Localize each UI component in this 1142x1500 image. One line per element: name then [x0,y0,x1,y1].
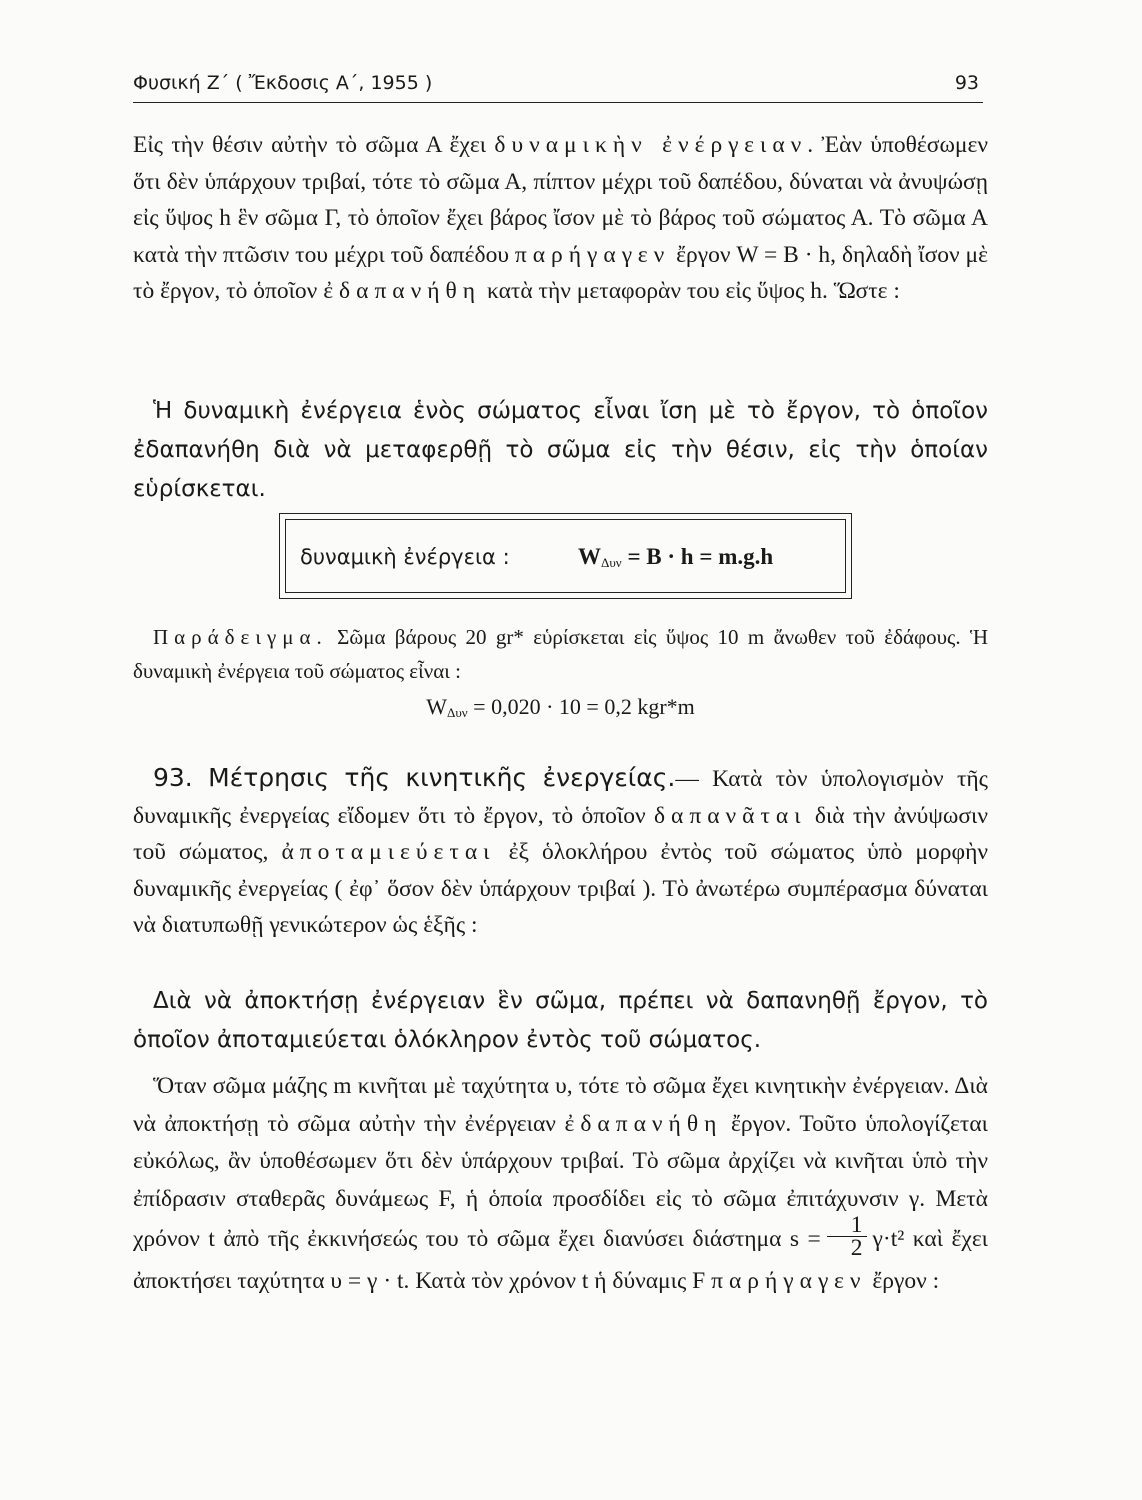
formula-box [279,513,852,599]
definition-statement: Ἡ δυναμικὴ ἐνέργεια ἑνὸς σώματος εἶναι ἴση μὲ τὸ ἔργον, τὸ ὁποῖον ἐδαπανήθη διὰ νὰ μεταφερθῇ τὸ σῶμα εἰς τὴν θέσιν, εἰς τὴν ὁποίαν εὑρίσκεται. [133,398,988,502]
spaced-emphasis: παρήγαγεν [514,241,671,268]
spaced-emphasis: ἀποταμιεύεται [281,839,496,865]
spaced-emphasis: ἐδαπανήθη [564,1110,723,1137]
example-label: Παράδειγμα. [153,625,328,649]
principle-statement: Διὰ νὰ ἀποκτήσῃ ἐνέργειαν ἓν σῶμα, πρέπει νὰ δαπανηθῇ ἔργον, τὸ ὁποῖον ἀποταμιεύεται ὁλόκληρον ἐντὸς τοῦ σώματος. [133,988,988,1053]
spaced-emphasis: δυναμικὴν ἐνέργειαν [494,132,808,158]
spaced-emphasis: δαπανᾶται [653,802,807,829]
example-paragraph: Παράδειγμα. Σῶμα βάρους 20 gr* εὑρίσκεται εἰς ὕψος 10 m ἄνωθεν τοῦ ἐδάφους. Ἡ δυναμικὴ ἐνέργεια τοῦ σώματος εἶναι : [133,625,988,683]
kinetic-paragraph: Ὅταν σῶμα μάζης m κινῆται μὲ ταχύτητα υ, τότε τὸ σῶμα ἔχει κινητικὴν ἐνέργειαν. Διὰ νὰ ἀποκτήσῃ τὸ σῶμα αὐτὴν τὴν ἐνέργειαν ἐδαπανήθη ἔργον. Τοῦτο ὑπολογίζεται εὐκόλως, ἂν ὑποθέσωμεν ὅτι δὲν ὑπάρχουν τριβαί. Τὸ σῶμα ἀρχίζει νὰ κινῆται ὑπὸ τὴν ἐπίδρασιν σταθερᾶς δυνάμεως F, ἡ ὁποία προσδίδει εἰς τὸ σῶμα ἐπιτάχυνσιν γ. Μετὰ χρόνον t ἀπὸ τῆς ἐκκινήσεώς του τὸ σῶμα ἔχει διανύσει διάστημα s = $\frac{1}{2}$ γ·t² καὶ ἔχει ἀποκτήσει ταχύτητα υ = γ · t. Κατὰ τὸν χρόνον t ἡ δύναμις F παρήγαγεν ἔργον : [133,1073,989,1294]
example-equation: $W_{\Delta\upsilon\nu} = 0,020 \cdot 10 = 0,2$ kgr*m [426,694,695,720]
spaced-emphasis: παρήγαγεν [711,1268,867,1294]
section-heading: 93. Μέτρησις τῆς κινητικῆς ἐνεργείας. [153,763,676,792]
section-93-paragraph: 93. Μέτρησις τῆς κινητικῆς ἐνεργείας.— Κατὰ τὸν ὑπολογισμὸν τῆς δυναμικῆς ἐνεργείας εἴδομεν ὅτι τὸ ἔργον, τὸ ὁποῖον δαπανᾶται διὰ τὴν ἀνύψωσιν τοῦ σώματος, ἀποταμιεύεται ἐξ ὁλοκλήρου ἐντὸς τοῦ σώματος ὑπὸ μορφὴν δυναμικῆς ἐνεργείας ( ἐφ᾿ ὅσον δὲν ὑπάρχουν τριβαί ). Τὸ ἀνωτέρω συμπέρασμα δύναται νὰ διατυπωθῇ γενικώτερον ὡς ἑξῆς : [133,763,988,938]
page-number: 93 [954,72,979,94]
fraction-one-half: $\frac{1}{2}$ [827,1214,867,1259]
formula-box-inner [285,519,846,593]
formula: $W_{\Delta\upsilon\nu} = B \cdot h = m.g.h$ [578,544,774,570]
page-header [133,70,983,103]
running-title: Φυσική Ζ΄ ( Ἔκδοσις Α΄, 1955 ) [133,72,433,94]
intro-paragraph: Εἰς τὴν θέσιν αὐτὴν τὸ σῶμα Α ἔχει δυναμικὴν ἐνέργειαν. Ἐὰν ὑποθέσωμεν ὅτι δὲν ὑπάρχουν τριβαί, τότε τὸ σῶμα Α, πίπτον μέχρι τοῦ δαπέδου, δύναται νὰ ἀνυψώσῃ εἰς ὕψος h ἓν σῶμα Γ, τὸ ὁποῖον ἔχει βάρος ἴσον μὲ τὸ βάρος τοῦ σώματος Α. Τὸ σῶμα Α κατὰ τὴν πτῶσιν του μέχρι τοῦ δαπέδου παρήγαγεν ἔργον W = Β · h, δηλαδὴ ἴσον μὲ τὸ ἔργον, τὸ ὁποῖον ἐδαπανήθη κατὰ τὴν μεταφορὰν του εἰς ὕψος h. Ὥστε : [133,132,989,304]
formula-label: δυναμικὴ ἐνέργεια : [300,545,510,569]
spaced-emphasis: ἐδαπανήθη [323,278,482,304]
